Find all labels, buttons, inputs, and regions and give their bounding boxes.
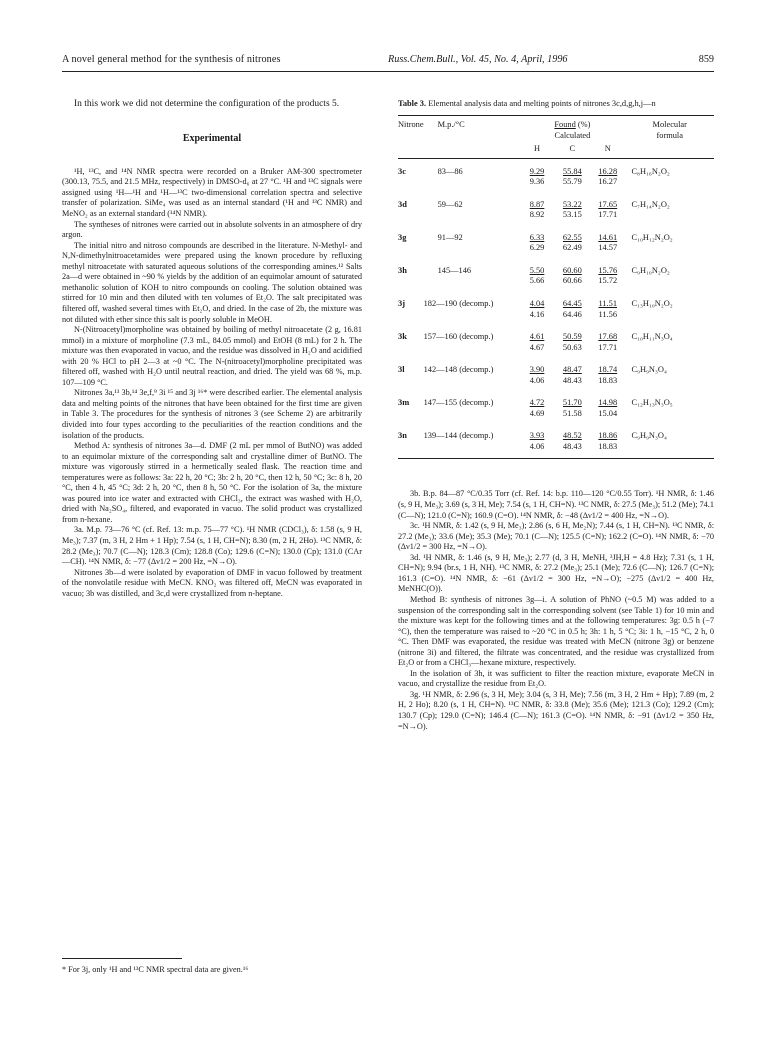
cell-formula: C₇H₁₄N₂O₂: [631, 199, 670, 209]
header-formula-line1: Molecular: [652, 120, 687, 129]
header-found-calculated: [519, 116, 625, 142]
table-row-calculated: [398, 442, 714, 459]
cell-empty: [398, 409, 424, 420]
table-row: [398, 188, 714, 211]
paragraph: 3g. ¹H NMR, δ: 2.96 (s, 3 H, Me); 3.04 (s, 3 H, Me); 7.56 (m, 3 H, 2 Hm + Hp); 7.89 (m, 2 H, 2 Ho); 8.20 (s, 1 H, CH=N). ¹³C NMR, δ: 33.8 (Me); 35.6 (Me); 121.3 (Co); 129.2 (Cm); 130.7 (Cp); 129.0 (C=N); 146.4 (C—N); 161.3 (C=O). ¹⁴N NMR, δ: −91 (Δν1/2 = 350 Hz, =N→O).: [398, 689, 714, 731]
table-header-row: [398, 116, 714, 142]
cell-formula: C₈H₁₆N₂O₂: [631, 166, 670, 176]
cell-calc-c: 62.49: [562, 243, 582, 253]
header-found: Found: [554, 120, 576, 129]
cell-empty: [424, 276, 520, 287]
cell-empty: [625, 310, 714, 321]
table-row: [398, 221, 714, 244]
table-row-calculated: [398, 243, 714, 254]
cell-calc-n: 11.56: [598, 309, 618, 319]
cell-found-n: 18.86: [598, 431, 618, 441]
table-row-calculated: [398, 210, 714, 221]
table-caption-text: Elemental analysis data and melting points of nitrones 3c,d,g,h,j—n: [428, 99, 656, 108]
cell-empty: [424, 442, 520, 459]
table-row-calculated: [398, 376, 714, 387]
table-row-calculated: [398, 343, 714, 354]
cell-mp: 139—144 (decomp.): [423, 431, 494, 441]
cell-calc-h: 8.92: [529, 210, 545, 220]
cell-calc-c: 48.43: [562, 441, 582, 451]
cell-empty: [424, 343, 520, 354]
cell-empty: [398, 376, 424, 387]
cell-found-n: 11.51: [598, 299, 618, 309]
cell-calc-c: 48.43: [562, 375, 582, 385]
footnote-text: * For 3j, only ¹H and ¹³C NMR spectral data are given.¹⁶: [62, 965, 249, 974]
table-row-calculated: [398, 310, 714, 321]
header-percent: (%): [577, 120, 591, 129]
cell-calc-h: 4.67: [529, 342, 545, 352]
cell-nitrone: 3n: [398, 431, 407, 441]
cell-empty: [424, 310, 520, 321]
header-c: C: [569, 144, 576, 154]
cell-found-h: 8.87: [529, 199, 545, 209]
cell-calc-n: 18.83: [598, 375, 618, 385]
cell-mp: 59—62: [437, 199, 463, 209]
header-mp: M.p./°C: [437, 120, 465, 129]
cell-found-n: 16.28: [598, 166, 618, 176]
cell-formula: C₉H₁₀N₂O₂: [631, 265, 670, 275]
cell-found-c: 60.60: [562, 265, 582, 275]
cell-formula: C₁₃H₁₀N₂O₂: [631, 299, 673, 309]
cell-empty: [398, 177, 424, 188]
table-row: [398, 386, 714, 409]
cell-found-h: 3.93: [529, 431, 545, 441]
cell-nitrone: 3l: [398, 365, 405, 375]
cell-found-c: 64.45: [562, 299, 582, 309]
paragraph: Method B: synthesis of nitrones 3g—i. A solution of PhNO (~0.5 M) was added to a suspension of the corresponding salt in the corresponding solvent (see Table 1) for 10 min and the mixture was kept for the following times and at the following temperatures: 3g: 0.5 h (−7 °C), then the temperature was raised to ~20 °C in 0.5 h; 3h: 1 h, 5 °C; 3i: 1 h, −15 °C, 2 h, 0 °C. Then DMF was evaporated, the residue was treated with MeCN (nitrone 3g) or benzene (nitrone 3i) and filtered, the filtrate was concentrated, and the residue was crystallized from Et₂O or from a CHCl₃—hexane mixture, respectively.: [398, 594, 714, 668]
cell-found-c: 53.22: [562, 199, 582, 209]
table-body: [398, 158, 714, 459]
paragraph: ¹H, ¹³C, and ¹⁴N NMR spectra were recorded on a Bruker AM-300 spectrometer (300.13, 75.5, and 21.5 MHz, respectively) in DMSO-d₆ at 27 °C. ¹H and ¹³C signals were assigned using ¹H—¹H and ¹H—¹³C two-dimensional correlation spectra and selective transfer of polarization. SiMe₄ was used as an internal standard (¹H and ¹³C NMR) and MeNO₂ as an external standard (¹⁴N NMR).: [62, 166, 362, 219]
header-formula: [625, 116, 714, 142]
paragraph: The syntheses of nitrones were carried out in absolute solvents in an atmosphere of dry argon.: [62, 219, 362, 240]
header-nitrone: Nitrone: [398, 120, 424, 129]
cell-found-h: 4.72: [529, 398, 545, 408]
cell-empty: [625, 210, 714, 221]
section-heading: Experimental: [182, 133, 242, 145]
cell-calc-n: 15.72: [598, 276, 618, 286]
header-calculated: Calculated: [554, 130, 591, 140]
cell-empty: [625, 343, 714, 354]
table-caption: [398, 98, 714, 109]
cell-empty: [398, 442, 424, 459]
cell-nitrone: 3d: [398, 199, 407, 209]
cell-found-h: 9.29: [529, 166, 545, 176]
table-row: [398, 419, 714, 442]
cell-empty: [424, 210, 520, 221]
paragraph: Nitrones 3a,¹³ 3b,¹⁴ 3e,f,⁹ 3i ¹⁵ and 3j ¹⁶* were described earlier. The elemental analysis data and melting points of the nitrones that have been obtained for the first time are given in Table 3. The procedures for the synthesis of nitrones 3 (see Scheme 2) are arbitrarily divided into four types according to the peculiarities of the reaction conditions and the isolation of the products.: [62, 388, 362, 440]
table-row-calculated: [398, 276, 714, 287]
cell-calc-n: 17.71: [598, 210, 618, 220]
cell-calc-c: 50.63: [562, 342, 582, 352]
cell-mp: 145—146: [437, 265, 472, 275]
cell-formula: C₁₀H₁₂N₂O₂: [631, 232, 673, 242]
paragraph: Nitrones 3b—d were isolated by evaporation of DMF in vacuo followed by treatment of the nonvolatile residue with MeCN. KNO₂ was filtered off, MeCN was evaporated in vacuo; 3b was distilled, and 3c,d were crystallized from n-heptane.: [62, 567, 362, 598]
cell-empty: [625, 243, 714, 254]
cell-nitrone: 3g: [398, 232, 407, 242]
cell-mp: 147—155 (decomp.): [423, 398, 494, 408]
cell-mp: 157—160 (decomp.): [423, 332, 494, 342]
cell-empty: [398, 276, 424, 287]
paragraph: The initial nitro and nitroso compounds are described in the literature. N-Methyl- and N,N-dimethylnitroacetamides were prepared using the known procedure by refluxing methyl nitroacetate with saturated aqueous solutions of the corresponding amines.¹² Salts 2a—d were obtained in ~90 % yields by the addition of an equimolar amount of saturated methanolic solution of KOH to nitro compounds on cooling. The solution obtained was stirred for 10 min and then diluted with ten volumes of Et₂O. The salt precipitated was filtered off, washed several times with Et₂O, and dried. In the case of 2b, the mixture was not diluted with ether since this salt is poorly soluble in MeOH.: [62, 240, 362, 324]
cell-empty: [625, 276, 714, 287]
cell-found-n: 17.65: [598, 199, 618, 209]
table-row: [398, 158, 714, 177]
cell-found-h: 3.90: [529, 365, 545, 375]
cell-found-n: 15.76: [598, 265, 618, 275]
cell-found-n: 14.61: [598, 232, 618, 242]
cell-calc-c: 51.58: [562, 408, 582, 418]
cell-empty: [398, 310, 424, 321]
header-n: N: [604, 144, 611, 154]
table-caption-label: Table 3.: [398, 99, 427, 108]
cell-empty: [625, 442, 714, 459]
table-row: [398, 353, 714, 376]
paragraph: 3c. ¹H NMR, δ: 1.42 (s, 9 H, Me₃); 2.86 (s, 6 H, Me₂N); 7.44 (s, 1 H, CH=N). ¹³C NMR, δ: 27.2 (Me₃); 33.6 (Me); 35.3 (Me); 70.1 (C—N); 125.5 (C=N); 162.2 (C=O). ¹⁴N NMR, δ: −70 (Δν1/2 = 300 Hz, =N→O).: [398, 521, 714, 552]
cell-found-h: 6.33: [529, 232, 545, 242]
cell-mp: 83—86: [437, 166, 463, 176]
table-row-calculated: [398, 409, 714, 420]
cell-formula: C₉H₉N₃O₄: [631, 365, 667, 375]
cell-nitrone: 3j: [398, 299, 405, 309]
cell-empty: [625, 376, 714, 387]
cell-found-n: 14.98: [598, 398, 618, 408]
cell-mp: 142—148 (decomp.): [423, 365, 494, 375]
cell-empty: [424, 243, 520, 254]
table-row: [398, 287, 714, 310]
cell-found-h: 4.61: [529, 332, 545, 342]
running-title: A novel general method for the synthesis of nitrones: [62, 54, 281, 65]
cell-calc-h: 4.06: [529, 441, 545, 451]
cell-calc-c: 55.79: [562, 177, 582, 187]
journal-citation: Russ.Chem.Bull., Vol. 45, No. 4, April, 1996: [388, 54, 568, 65]
cell-calc-n: 16.27: [598, 177, 618, 187]
cell-calc-h: 6.29: [529, 243, 545, 253]
cell-calc-n: 14.57: [598, 243, 618, 253]
cell-calc-h: 9.36: [529, 177, 545, 187]
cell-mp: 182—190 (decomp.): [423, 299, 494, 309]
cell-calc-c: 60.66: [562, 276, 582, 286]
cell-calc-c: 53.15: [562, 210, 582, 220]
cell-calc-n: 15.04: [598, 408, 618, 418]
paragraph: 3b. B.p. 84—87 °C/0.35 Torr (cf. Ref. 14: b.p. 110—120 °C/0.55 Torr). ¹H NMR, δ: 1.46 (s, 9 H, Me₃); 3.69 (s, 3 H, Me); 7.54 (s, 1 H, CH=N). ¹³C NMR, δ: 27.5 (Me₃); 51.2 (Me); 74.1 (C—N); 121.0 (C=N); 160.9 (C=O). ¹⁴N NMR, δ: −48 (Δν1/2 = 400 Hz, =N→O).: [398, 489, 714, 520]
cell-calc-n: 18.83: [598, 441, 618, 451]
paragraph: In the isolation of 3h, it was sufficient to filter the reaction mixture, evaporate MeCN in vacuo, and crystallize the residue from Et₂O.: [398, 668, 714, 689]
elemental-analysis-table: [398, 115, 714, 459]
left-column: [62, 98, 362, 599]
cell-empty: [398, 210, 424, 221]
cell-mp: 91—92: [437, 232, 463, 242]
cell-found-c: 48.52: [562, 431, 582, 441]
table-subheader-row: [398, 141, 714, 158]
cell-found-n: 18.74: [598, 365, 618, 375]
cell-nitrone: 3c: [398, 166, 406, 176]
running-header: [62, 54, 714, 68]
cell-found-h: 4.04: [529, 299, 545, 309]
cell-empty: [424, 376, 520, 387]
cell-calc-h: 4.69: [529, 408, 545, 418]
paragraph: 3a. M.p. 73—76 °C (cf. Ref. 13: m.p. 75—77 °C). ¹H NMR (CDCl₃), δ: 1.58 (s, 9 H, Me₃); 7.37 (m, 3 H, 2 Hm + 1 Hp); 7.54 (s, 1 H, CH=N); 8.30 (m, 2 H, 2Ho). ¹³C NMR, δ: 28.2 (Me₃); 70.7 (C—N); 128.3 (Cm); 128.8 (Co); 129.6 (C=N); 130.0 (Cp); 131.0 (CAr—CH). ¹⁴N NMR, δ: −77 (Δν1/2 = 200 Hz, =N→O).: [62, 525, 362, 567]
table-row: [398, 320, 714, 343]
cell-empty: [398, 243, 424, 254]
cell-empty: [625, 177, 714, 188]
cell-found-c: 55.84: [562, 166, 582, 176]
header-rule: [62, 71, 714, 72]
cell-calc-c: 64.46: [562, 309, 582, 319]
cell-nitrone: 3k: [398, 332, 407, 342]
paragraph: 3d. ¹H NMR, δ: 1.46 (s, 9 H, Me₃); 2.77 (d, 3 H, MeNH, ³JH,H = 4.8 Hz); 7.31 (s, 1 H, CH=N); 9.94 (br.s, 1 H, NH). ¹³C NMR, δ: 27.2 (Me₃); 25.1 (Me); 72.6 (C—N); 126.7 (C=N); 161.3 (C=O). ¹⁴N NMR, δ: −61 (Δν1/2 = 300 Hz, =N→O); −275 (Δν1/2 = 400 Hz, MeNHC(O)).: [398, 552, 714, 594]
cell-formula: C₉H₉N₃O₄: [631, 431, 667, 441]
cell-empty: [424, 177, 520, 188]
cell-nitrone: 3m: [398, 398, 410, 408]
header-formula-line2: formula: [656, 130, 683, 140]
table-row-calculated: [398, 177, 714, 188]
cell-found-c: 51.70: [562, 398, 582, 408]
cell-found-n: 17.68: [598, 332, 618, 342]
cell-calc-h: 4.06: [529, 375, 545, 385]
right-column: [398, 98, 714, 732]
paragraph: Method A: synthesis of nitrones 3a—d. DMF (2 mL per mmol of ButNO) was added to an equimolar mixture of the corresponding salt and crystalline dimer of ButNO. The mixture was vigorously stirred in a hermetically sealed flask. The reaction time and temperatures were as follows: 3a: 22 h, 20 °C; 3b: 2 h, 20 °C, then 12 h, 50 °C; 3c: 8 h, 20 °C, then 4 h, 45 °C; 3d: 2 h, 20 °C, then 8 h, 50 °C. For the isolation of 3a, the mixture was poured into ice water and extracted with CHCl₃, the extract was washed with H₂O, dried with Na₂SO₄, filtered, and evaporated in vacuo. The solid product was crystallized from n-hexane.: [62, 441, 362, 524]
cell-empty: [398, 343, 424, 354]
page-number: 859: [698, 54, 714, 65]
cell-nitrone: 3h: [398, 265, 407, 275]
cell-calc-h: 5.66: [529, 276, 545, 286]
cell-found-h: 5.50: [529, 265, 545, 275]
table-row: [398, 254, 714, 277]
cell-calc-h: 4.16: [529, 309, 545, 319]
paragraph: N-(Nitroacetyl)morpholine was obtained by boiling of methyl nitroacetate (2 g, 16.81 mmol) in a mixture of morpholine (7.3 mL, 84.05 mmol) and EtOH (8 mL) for 2 h. The mixture was then evaporated in vacuo, and the residue was dissolved in H₂O and acidified with 20 % HCl to pH 2—3 at ~0 °C. The N-(nitroacetyl)morpholine precipitated was filtered off, washed with H₂O until neutral reaction, and dried. The yield was 68 %, m.p. 107—109 °C.: [62, 325, 362, 387]
header-h: H: [533, 144, 541, 154]
intro-paragraph: In this work we did not determine the configuration of the products 5.: [74, 99, 340, 109]
cell-formula: C₁₂H₁₃N₃O₅: [631, 398, 673, 408]
cell-found-c: 50.59: [562, 332, 582, 342]
footnote: [62, 958, 362, 974]
cell-found-c: 48.47: [562, 365, 582, 375]
cell-formula: C₁₀H₁₁N₃O₄: [631, 332, 673, 342]
cell-empty: [625, 409, 714, 420]
cell-empty: [424, 409, 520, 420]
cell-calc-n: 17.71: [598, 342, 618, 352]
footnote-rule: [62, 958, 182, 959]
cell-found-c: 62.55: [562, 232, 582, 242]
